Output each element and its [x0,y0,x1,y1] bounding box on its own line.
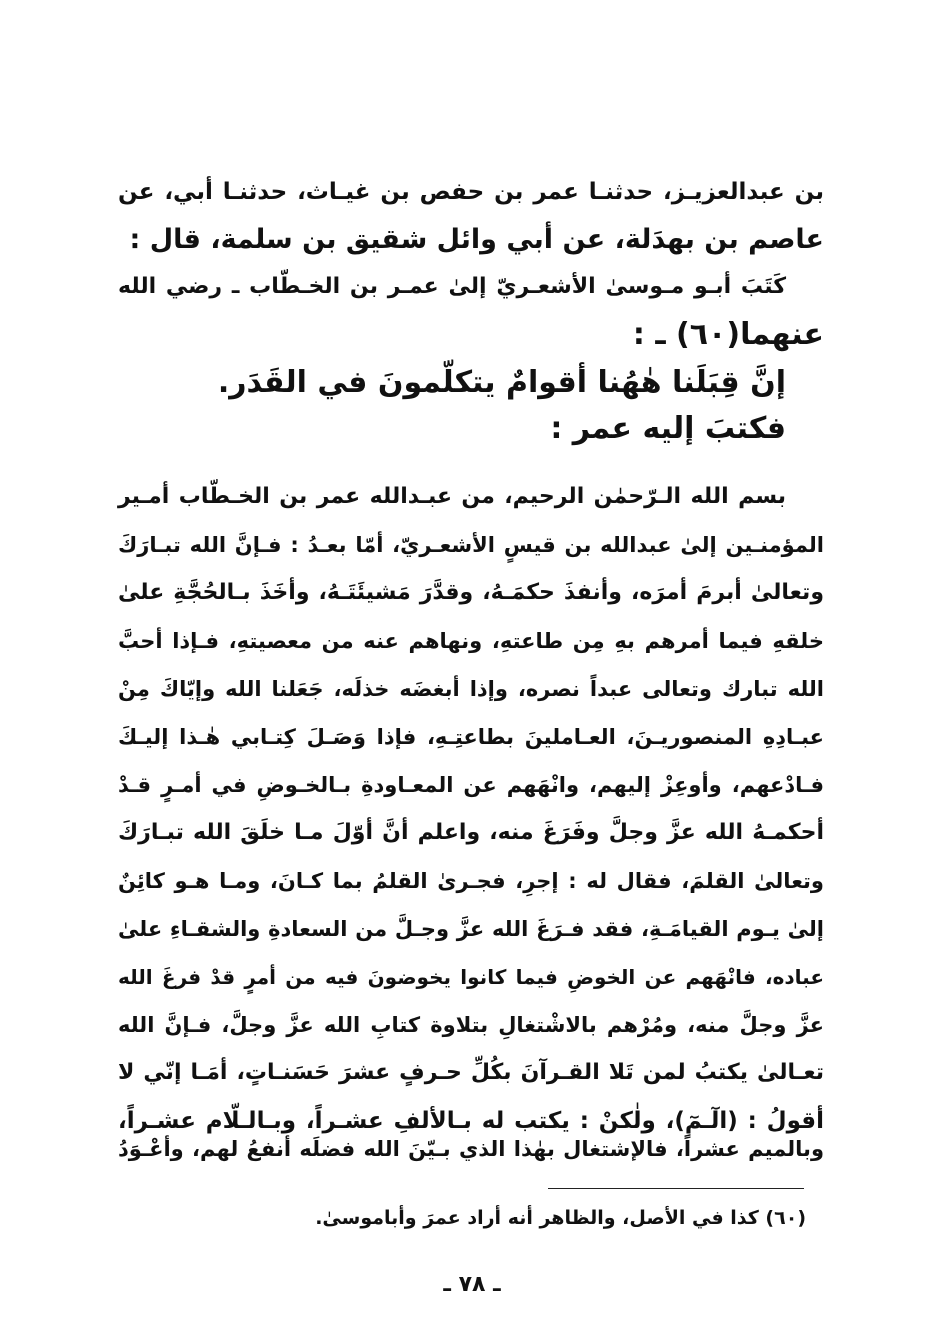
text-line: المؤمنـين إلىٰ عبدالله بن قيسٍ الأشعـريّ، أمّا بعـدُ : فـإنَّ الله تبـارَكَ [118,533,824,557]
text-line: عبـادِهِ المنصوريـنَ، العـاملينَ بطاعتِـهِ، فإذا وَصَـلَ كِتـابي هٰـذا إليـكَ [118,725,824,749]
text-line: وبالميم عشراً، فالإشتغال بهٰذا الذي بـيّنَ الله فضلَه أنفعُ لهم، وأعْـوَدُ [118,1137,824,1161]
text-line: عنهما(٦٠) ـ : [632,317,824,352]
text-line: خلقهِ فيما أمرهم بهِ مِن طاعتهِ، ونهاهم عنه من معصيتهِ، فـإذا أحبَّ [118,629,824,653]
text-line: بسم الله الـرّحمٰن الرحيم، من عبـدالله عمر بن الخـطّاب أمـير [118,484,786,509]
text-line: وتعالىٰ أبرمَ أمرَه، وأنفذَ حكمَـهُ، وقدَّرَ مَشيئَتَـهُ، وأخَذَ بـالحُجَّةِ علىٰ [118,580,824,605]
page-number: ـ ٧٨ ـ [443,1272,501,1297]
text-line: إلىٰ يـوم القيامَـةِ، فقد فـرَغَ الله عزَّ وجـلَّ من السعادةِ والشقـاءِ علىٰ [118,917,824,941]
text-line: عزَّ وجلَّ منه، ومُرْهم بالاشْتغالِ بتلاوة كتابِ الله عزَّ وجلَّ، فـإنَّ الله [118,1013,824,1037]
footnote: (٦٠) كذا في الأصل، والظاهر أنه أراد عمرَ وأباموسىٰ. [315,1207,806,1229]
text-line: أحكمـهُ الله عزَّ وجلَّ وفَرَغَ منه، واعلم أنَّ أوّلَ مـا خلَقَ الله تبـارَكَ [118,820,824,845]
text-line: كَتَبَ أبـو مـوسىٰ الأشعـريّ إلىٰ عمـر بن الخـطّاب ـ رضي الله [118,274,786,299]
text-line: إنَّ قِبَلَنا هٰهُنا أقوامٌ يتكلّمونَ في القَدَر. [217,365,786,400]
text-line: الله تبارك وتعالى عبداً نصره، وإذا أبغضَه خذلَه، جَعَلنا الله وإيّاكَ مِنْ [118,677,824,701]
text-line: تعـالىٰ يكتبُ لمن تَلا القـرآنَ بكُلِّ حـرفٍ عشرَ حَسَنـاتٍ، أمَـا إنّي لا [118,1060,824,1085]
text-line: أقولُ : (الٓـمٓ)، ولٰكنْ : يكتب له بـالألفِ عشـراً، وبـالـلّام عشـراً، [118,1108,824,1134]
text-line: بن عبدالعزيـز، حدثنـا عمر بن حفص بن غيـاث، حدثنـا أبي، عن [118,179,824,205]
footnote-divider [548,1188,804,1189]
text-line: فـادْعهم، وأوعِزْ إليهم، وانْهَهم عن المعـاودةِ بـالخـوضِ في أمـرٍ قـدْ [118,773,824,797]
text-line: وتعالىٰ القلمَ، فقال له : إجرِ، فجـرىٰ القلمُ بما كـانَ، ومـا هـو كائِنٌ [118,869,824,893]
text-line: عاصم بن بهدَلة، عن أبي وائل شقيق بن سلمة، قال : [129,224,824,255]
text-line: عباده، فانْهَهم عن الخوضِ فيما كانوا يخوضونَ فيه من أمرٍ قدْ فرغَ الله [118,965,824,989]
text-line: فكتبَ إليه عمر : [550,411,786,446]
